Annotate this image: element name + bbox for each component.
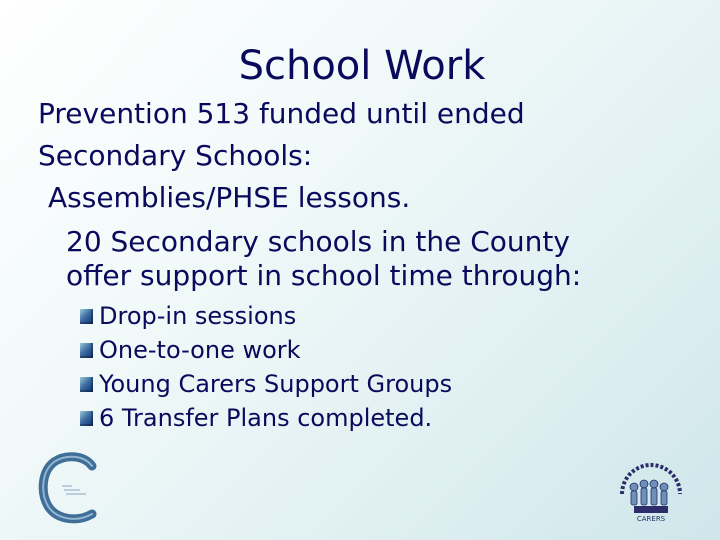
- young-carers-logo-icon: [612, 460, 690, 524]
- bullet-text: Drop-in sessions: [99, 302, 297, 330]
- young-carers-logo-text: CARERS: [636, 515, 666, 523]
- text-line-offer-support: offer support in school time through:: [66, 259, 582, 292]
- text-line-prevention: Prevention 513 funded until ended: [38, 97, 525, 130]
- bullet-square-icon: [80, 343, 93, 358]
- list-item: [80, 333, 452, 367]
- bullet-list: [80, 299, 452, 435]
- bullet-square-icon: [80, 377, 93, 392]
- text-line-assemblies: Assemblies/PHSE lessons.: [48, 181, 411, 214]
- bullet-text: One-to-one work: [99, 336, 301, 364]
- text-line-schools-count: 20 Secondary schools in the County: [66, 225, 570, 258]
- bullet-square-icon: [80, 309, 93, 324]
- slide-title-text: School Work: [238, 43, 486, 89]
- list-item: [80, 299, 452, 333]
- text-line-secondary-schools: Secondary Schools:: [38, 139, 313, 172]
- bullet-square-icon: [80, 411, 93, 426]
- list-item: [80, 367, 452, 401]
- bullet-text: Young Carers Support Groups: [99, 370, 453, 398]
- c-logo-icon: [36, 452, 102, 524]
- list-item: [80, 401, 452, 435]
- bullet-text: 6 Transfer Plans completed.: [99, 404, 433, 432]
- slide-title: [0, 42, 720, 90]
